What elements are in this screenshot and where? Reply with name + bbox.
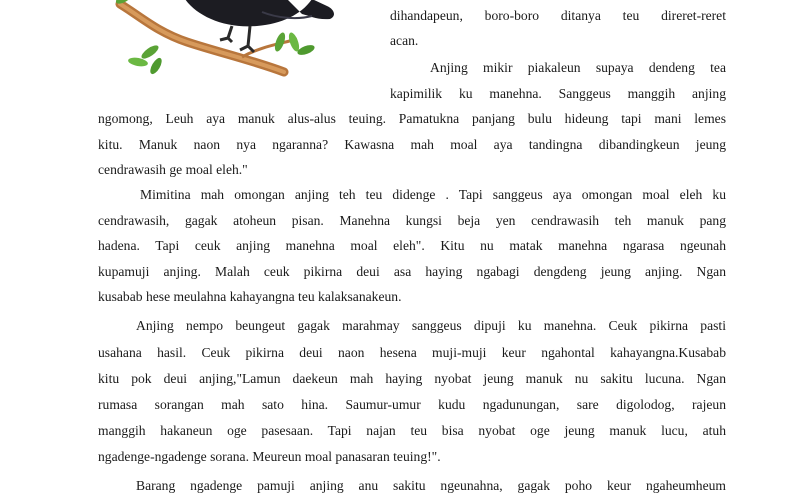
text-line: Barang ngadenge pamuji anjing anu sakitu ngeunahna, gagak poho keur ngaheumheum bbox=[136, 478, 726, 493]
text-line: acan. bbox=[390, 33, 419, 48]
crow-on-branch-illustration bbox=[112, 0, 347, 86]
text-line: Mimitina mah omongan anjing teh teu didenge . Tapi sanggeus aya omongan moal eleh ku bbox=[140, 187, 726, 202]
text-line: kitu pok deui anjing,"Lamun daekeun mah haying nyobat jeung manuk nu sakitu lucuna. Ngan bbox=[98, 371, 726, 386]
text-line: kupamuji anjing. Malah ceuk pikirna deui asa haying ngabagi dengdeng jeung anjing. Ngan bbox=[98, 264, 726, 279]
text-line: dihandapeun, boro-boro ditanya teu direret-reret bbox=[390, 8, 726, 23]
text-line: Anjing nempo beungeut gagak marahmay sanggeus dipuji ku manehna. Ceuk pikirna pasti bbox=[136, 318, 726, 333]
text-line: usahana hasil. Ceuk pikirna deui naon hesena muji-muji keur ngahontal kahayangna.Kusabab bbox=[98, 345, 726, 360]
text-line: kusabab hese meulahna kahayangna teu kalaksanakeun. bbox=[98, 289, 402, 304]
text-line: rumasa sorangan mah sato hina. Saumur-umur kudu ngadunungan, sare digolodog, rajeun bbox=[98, 397, 726, 412]
text-line: ngadenge-ngadenge sorana. Meureun moal panasaran teuing!". bbox=[98, 449, 441, 464]
text-line: manggih hakaneun oge pasesaan. Tapi najan teu bisa nyobat oge jeung manuk lucu, atuh bbox=[98, 423, 726, 438]
text-line: cendrawasih ge moal eleh." bbox=[98, 162, 248, 177]
text-line: hadena. Tapi ceuk anjing manehna moal eleh". Kitu nu matak manehna ngarasa ngeunah bbox=[98, 238, 726, 253]
text-line: kapimilik ku manehna. Sanggeus manggih anjing bbox=[390, 86, 726, 101]
text-line: kitu. Manuk naon nya ngaranna? Kawasna mah moal aya tandingna dibandingkeun jeung bbox=[98, 137, 726, 152]
text-line: ngomong, Leuh aya manuk alus-alus teuing. Pamatukna panjang bulu hideung tapi mani lemes bbox=[98, 111, 726, 126]
text-line: Anjing mikir piakaleun supaya dendeng tea bbox=[430, 60, 726, 75]
text-line: cendrawasih, gagak atoheun pisan. Manehna kungsi beja yen cendrawasih teh manuk pang bbox=[98, 213, 726, 228]
